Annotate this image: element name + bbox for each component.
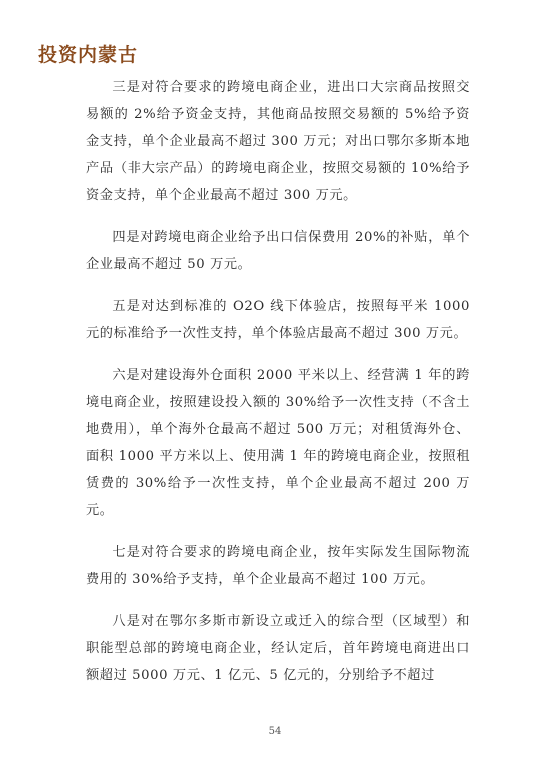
paragraph-item-7: 七是对符合要求的跨境电商企业，按年实际发生国际物流费用的 30%给予支持，单个企业最高不超过 100 万元。 xyxy=(86,545,470,587)
paragraph-item-8: 八是对在鄂尔多斯市新设立或迁入的综合型（区域型）和职能型总部的跨境电商企业，经认定后，首年跨境电商进出口额超过 5000 万元、1 亿元、5 亿元的，分别给予不超过 xyxy=(86,614,470,683)
paragraph-item-3: 三是对符合要求的跨境电商企业，进出口大宗商品按照交易额的 2%给予资金支持，其他商品按照交易额的 5%给予资金支持，单个企业最高不超过 300 万元；对出口鄂尔多斯本地产品（非大宗产品）的跨境电商企业，按照交易额的 10%给予资金支持，单个企业最高不超过 300 万元。 xyxy=(86,80,470,203)
paragraph-item-5: 五是对达到标准的 O2O 线下体验店，按照每平米 1000 元的标准给予一次性支持，单个体验店最高不超过 300 万元。 xyxy=(86,299,470,341)
document-body xyxy=(86,74,470,704)
paragraph-item-6: 六是对建设海外仓面积 2000 平米以上、经营满 1 年的跨境电商企业，按照建设投入额的 30%给予一次性支持（不含土地费用），单个海外仓最高不超过 500 万元；对租赁海外仓、面积 1000 平方米以上、使用满 1 年的跨境电商企业，按照租赁费的 30%给予一次性支持，单个企业最高不超过 200 万元。 xyxy=(86,368,470,518)
page-header-title: 投资内蒙古 xyxy=(38,44,139,66)
page-number: 54 xyxy=(268,726,282,737)
paragraph-item-4: 四是对跨境电商企业给予出口信保费用 20%的补贴，单个企业最高不超过 50 万元。 xyxy=(86,230,470,272)
